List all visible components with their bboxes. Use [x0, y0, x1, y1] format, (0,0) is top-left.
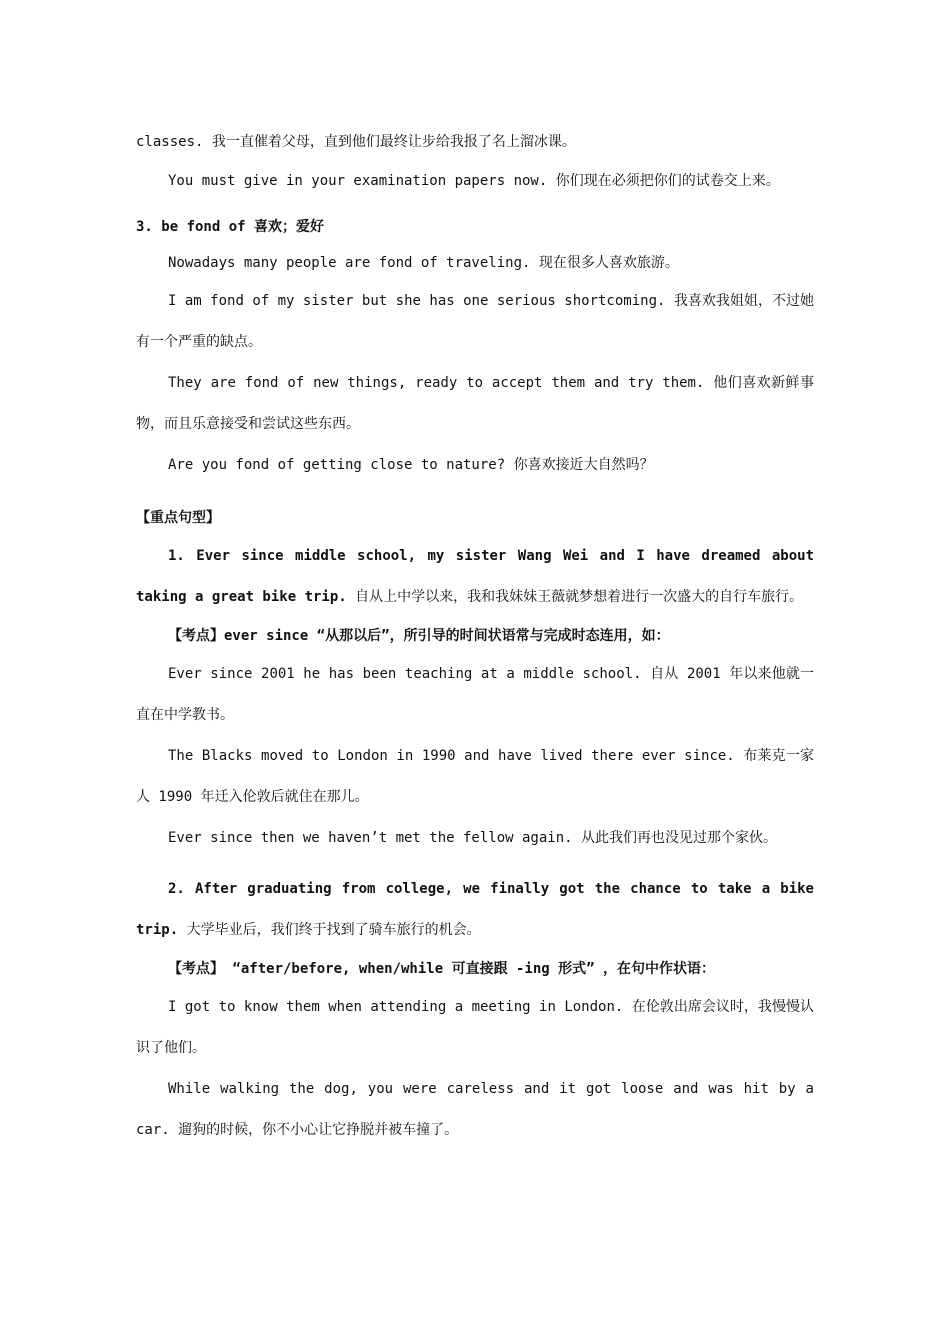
paragraph-ever-since-then: Ever since then we haven’t met the fellow again. 从此我们再也没见过那个家伙。	[168, 830, 778, 846]
paragraph-blacks-moved: The Blacks moved to London in 1990 and have lived there ever since. 布莱克一家人 1990 年迁入伦敦后就住在那儿。	[136, 748, 814, 805]
paragraph-classes-line: classes. 我一直催着父母，直到他们最终让步给我报了名上溜冰课。	[136, 134, 576, 150]
paragraph-fond-of-traveling: Nowadays many people are fond of traveling. 现在很多人喜欢旅游。	[168, 255, 679, 271]
section-heading-key-sentences: 【重点句型】	[136, 510, 220, 526]
key-sentence-1-english: 1. Ever since middle school, my sister Wang Wei and I have dreamed about taking a great bike trip.	[136, 548, 814, 605]
document-body	[136, 122, 814, 1151]
key-sentence-2-english: 2. After graduating from college, we finally got the chance to take a bike trip.	[136, 881, 814, 938]
paragraph-ever-since-2001: Ever since 2001 he has been teaching at a middle school. 自从 2001 年以来他就一直在中学教书。	[136, 666, 814, 723]
paragraph-fond-of-sister: I am fond of my sister but she has one serious shortcoming. 我喜欢我姐姐，不过她有一个严重的缺点。	[136, 293, 814, 350]
key-sentence-1	[136, 536, 814, 618]
paragraph-walking-dog: While walking the dog, you were careless and it got loose and was hit by a car. 遛狗的时候，你不小心让它挣脱并被车撞了。	[136, 1081, 814, 1138]
spacer	[136, 859, 814, 869]
key-sentence-2	[136, 869, 814, 951]
paragraph-fond-of-nature: Are you fond of getting close to nature? 你喜欢接近大自然吗？	[168, 457, 654, 473]
paragraph-give-in-example: You must give in your examination papers now. 你们现在必须把你们的试卷交上来。	[168, 173, 780, 189]
heading-be-fond-of: 3. be fond of 喜欢；爱好	[136, 219, 325, 235]
spacer	[136, 486, 814, 500]
paragraph-attending-meeting: I got to know them when attending a meeting in London. 在伦敦出席会议时，我慢慢认识了他们。	[136, 999, 814, 1056]
paragraph-fond-of-new-things: They are fond of new things, ready to accept them and try them. 他们喜欢新鲜事物，而且乐意接受和尝试这些东西。	[136, 375, 814, 432]
exam-point-ing-form: 【考点】 “after/before, when/while 可直接跟 -ing 形式” ，在句中作状语：	[168, 961, 716, 977]
exam-point-ever-since: 【考点】ever since “从那以后”，所引导的时间状语常与完成时态连用，如：	[168, 628, 670, 644]
spacer	[136, 199, 814, 209]
key-sentence-2-chinese: 大学毕业后，我们终于找到了骑车旅行的机会。	[178, 922, 481, 938]
key-sentence-1-chinese: 自从上中学以来，我和我妹妹王薇就梦想着进行一次盛大的自行车旅行。	[346, 589, 804, 605]
